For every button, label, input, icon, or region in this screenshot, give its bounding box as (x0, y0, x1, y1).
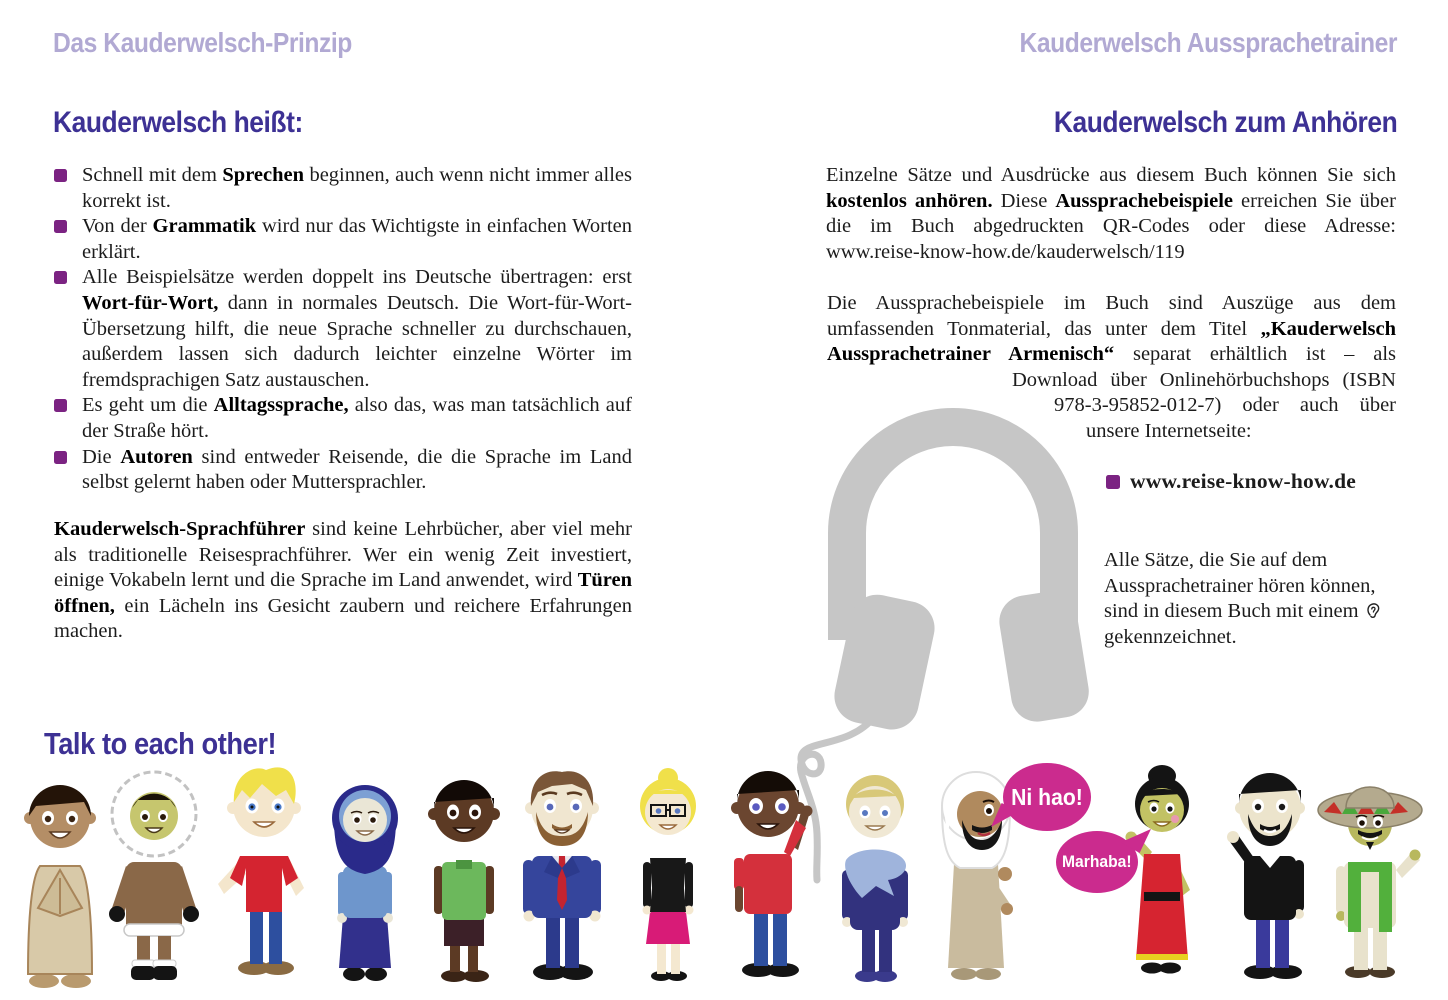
right-section-heading: Kauderwelsch zum Anhören (1053, 106, 1397, 139)
character-man-sombrero (1314, 758, 1426, 986)
character-woman-hijab (326, 772, 404, 988)
intro-paragraph: Einzelne Sätze und Ausdrücke aus diesem Buch können Sie sich kostenlos anhören. Diese Aussprachebeispiele erreichen Sie über die im Buch abgedruckten QR-Codes oder diese Adresse: www.reise-know-how.de/kauderwelsch/119 (826, 164, 1396, 263)
website-url: www.reise-know-how.de (1130, 469, 1356, 493)
trainer-info-text: Die Aussprachebeispiele im Buch sind Auszüge aus dem umfassenden Tonmaterial, das unter dem Titel „Kauderwelsch Aussprachetrainer Armenisch“ separat erhältlich ist – als Download über Onlinehörbuchshops (ISBN 978-3-95852-012-7) oder auch über unsere Internetseite: (827, 292, 1397, 442)
character-blond-man (216, 760, 312, 990)
left-section-heading: Kauderwelsch heißt: (53, 106, 303, 139)
speech-bubble-ni-hao (1003, 763, 1091, 831)
list-item-text: Es geht um die Alltagssprache, also das, was man tatsächlich auf der Straße hört. (82, 394, 632, 442)
audio-note-text-before: Alle Sätze, die Sie auf dem Aussprachetrainer hören können, sind in diesem Buch mit einem (1104, 549, 1376, 623)
character-boy-green-tank (420, 764, 508, 988)
character-man-suit-tie (514, 760, 610, 992)
character-woman-glasses (632, 766, 704, 990)
left-page-header: Das Kauderwelsch-Prinzip (53, 27, 352, 58)
character-monk (14, 766, 106, 990)
list-item-text: Schnell mit dem Sprechen beginnen, auch wenn nicht immer alles korrekt ist. (82, 164, 632, 212)
audio-note-text-after: gekennzeichnet. (1104, 625, 1237, 648)
list-item-text: Alle Beispielsätze werden doppelt ins Deutsche übertragen: erst Wort-für-Wort, dann in normales Deutsch. Die Wort-für-Wort-Übersetzung hilft, die neue Sprache schneller zu durchschauen, außerdem lassen sich dadurch leichter einzelne Wörter im fremdsprachigen Satz austauschen. (82, 266, 632, 391)
list-item-text: Die Autoren sind entweder Reisende, die die Sprache im Land selbst gelernt haben oder Muttersprachler. (82, 445, 632, 494)
character-inuit (104, 762, 204, 990)
right-page-header: Kauderwelsch Aussprachetrainer (1019, 27, 1397, 58)
character-person-scarf (832, 766, 918, 990)
character-man-black-sweater (1224, 760, 1316, 990)
speech-bubble-text: Ni hao! (1011, 783, 1083, 810)
speech-bubble-marhaba (1056, 831, 1138, 893)
character-man-red-shirt (722, 758, 814, 990)
list-item-text: Von der Grammatik wird nur das Wichtigste in einfachen Worten erklärt. (82, 215, 632, 263)
sprachfuehrer-paragraph: Kauderwelsch-Sprachführer sind keine Lehrbücher, aber viel mehr als traditionelle Reisesprachführer. Wer ein wenig Zeit investiert, einige Vokabeln lernt und die Sprache im Land anwendet, wird Türen öffnen, ein Lächeln ins Gesicht zaubern und reichere Erfahrungen machen. (54, 518, 632, 643)
speech-bubble-text: Marhaba! (1062, 852, 1132, 871)
talk-heading: Talk to each other! (44, 726, 277, 761)
